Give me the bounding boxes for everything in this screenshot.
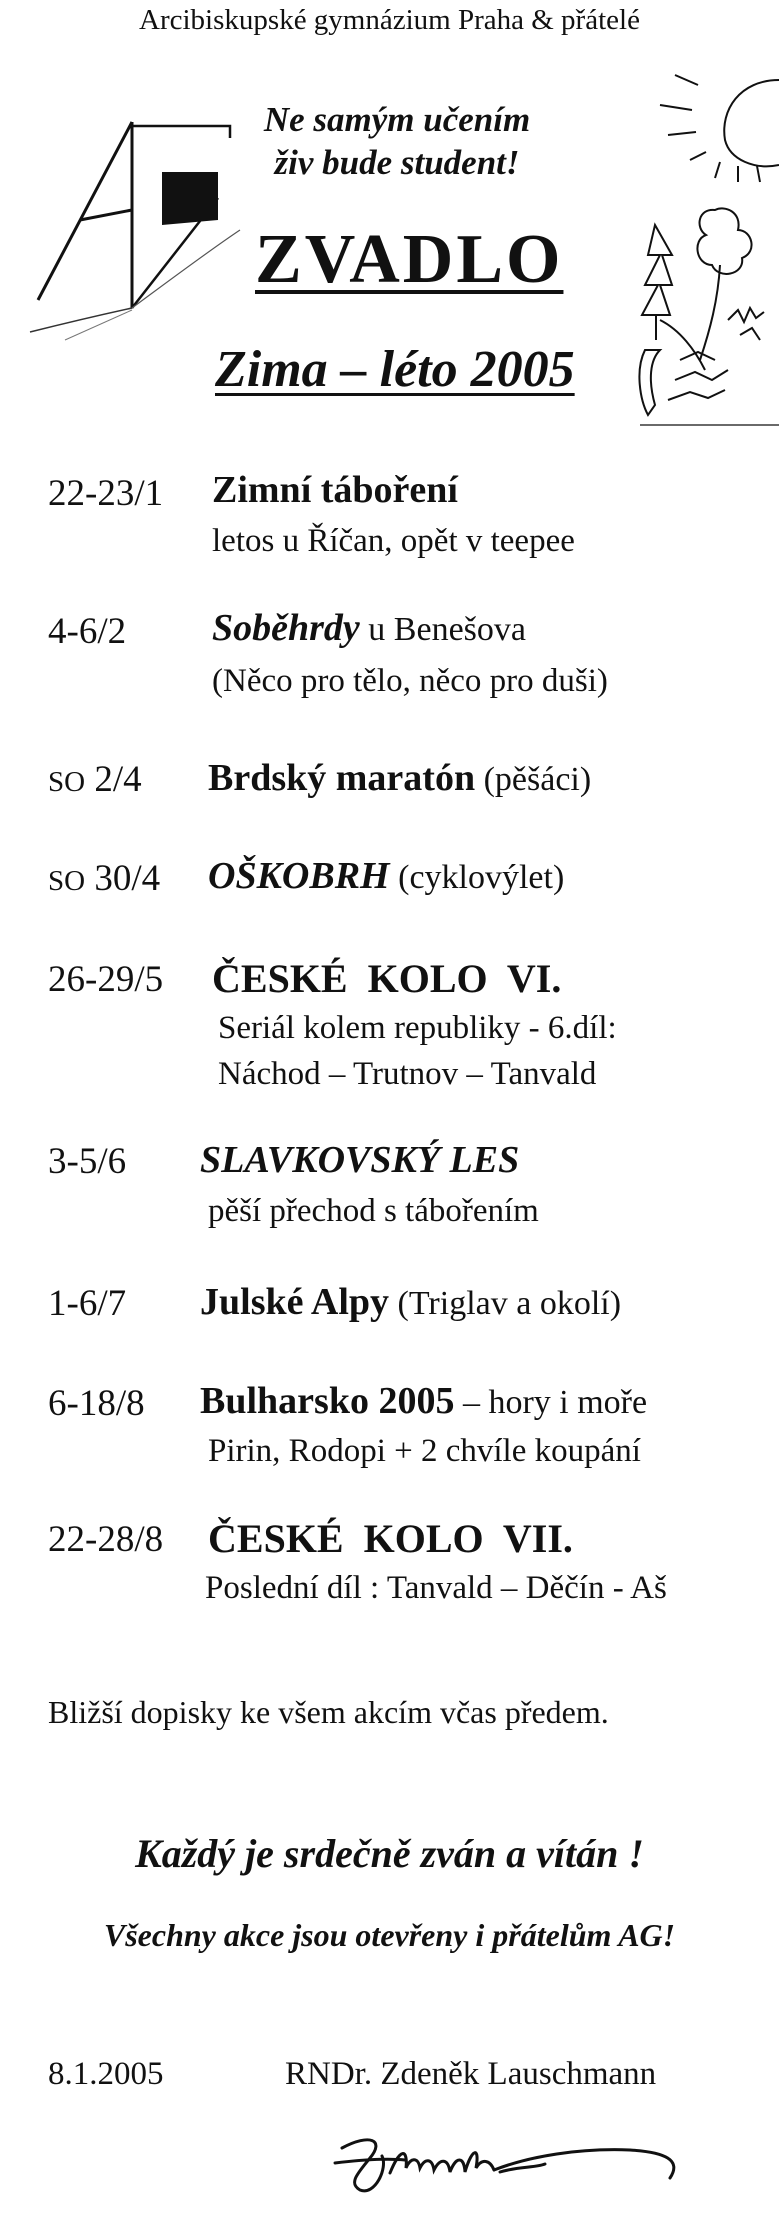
event-name: Julské Alpy — [200, 1281, 390, 1323]
event-extra: – hory i moře — [454, 1384, 648, 1421]
event-name: Brdský maratón — [208, 757, 476, 799]
event-date: 4-6/2 — [48, 611, 127, 652]
event-date: 1-6/7 — [48, 1283, 127, 1324]
event-title — [212, 468, 458, 512]
info-line: Bližší dopisky ke všem akcím včas předem. — [48, 1694, 609, 1730]
sun-icon — [724, 80, 779, 166]
event-extra: u Benešova — [359, 611, 526, 648]
event-title — [208, 756, 591, 800]
page-title: ZVADLO — [255, 221, 564, 298]
event-name: ČESKÉ KOLO VI. — [212, 956, 562, 1001]
event-title — [200, 1280, 621, 1324]
event-name: OŠKOBRH — [208, 855, 390, 897]
hill-icon — [639, 350, 660, 415]
event-name: Bulharsko 2005 — [200, 1380, 455, 1422]
event-name: ČESKÉ KOLO VII. — [208, 1516, 573, 1561]
event-title — [200, 1379, 647, 1423]
event-date — [48, 857, 160, 900]
event-note: Poslední díl : Tanvald – Děčín - Aš — [205, 1570, 667, 1606]
event-title — [208, 854, 564, 898]
bush-icon — [697, 208, 751, 273]
event-extra: (pěšáci) — [475, 761, 592, 798]
organization-name: Arcibiskupské gymnázium Praha & přátelé — [139, 4, 640, 36]
event-extra: (Triglav a okolí) — [389, 1285, 622, 1322]
event-name: SLAVKOVSKÝ LES — [200, 1139, 520, 1181]
event-date: 22-28/8 — [48, 1519, 164, 1560]
event-note: (Něco pro tělo, něco pro duši) — [212, 663, 608, 699]
season-subtitle: Zima – léto 2005 — [215, 341, 575, 398]
issue-date: 8.1.2005 — [48, 2056, 164, 2092]
event-title — [200, 1138, 519, 1182]
motto-line-1: Ne samým učením — [263, 100, 531, 139]
event-title — [212, 955, 561, 1002]
event-date — [48, 758, 142, 801]
event-date: 22-23/1 — [48, 473, 164, 514]
invitation-line: Každý je srdečně zván a vítán ! — [135, 1831, 644, 1876]
event-note: letos u Říčan, opět v teepee — [212, 523, 575, 559]
sun-landscape-illustration — [620, 60, 779, 430]
event-day-prefix: SO — [48, 865, 86, 897]
event-name: Soběhrdy — [212, 607, 360, 649]
event-date: 3-5/6 — [48, 1141, 127, 1182]
ag-logo — [20, 110, 250, 345]
tree-icon — [642, 225, 672, 315]
event-date: 6-18/8 — [48, 1383, 145, 1424]
event-note: Náchod – Trutnov – Tanvald — [218, 1056, 597, 1092]
event-date: 26-29/5 — [48, 959, 164, 1000]
event-extra: (cyklovýlet) — [389, 859, 565, 896]
author-name: RNDr. Zdeněk Lauschmann — [285, 2056, 657, 2092]
event-name: Zimní táboření — [212, 469, 458, 511]
event-title — [208, 1515, 573, 1562]
motto — [232, 98, 562, 184]
open-to-friends-line: Všechny akce jsou otevřeny i přátelům AG! — [103, 1917, 676, 1953]
signature-image — [330, 2128, 700, 2208]
event-day-prefix: SO — [48, 766, 86, 798]
event-note: Seriál kolem republiky - 6.díl: — [218, 1010, 617, 1046]
motto-line-2: živ bude student! — [274, 143, 520, 182]
event-date-value: 30/4 — [94, 858, 161, 899]
event-date-value: 2/4 — [94, 759, 142, 800]
event-note: pěší přechod s tábořením — [208, 1193, 539, 1229]
event-title — [212, 606, 526, 650]
event-note: Pirin, Rodopi + 2 chvíle koupání — [208, 1433, 641, 1469]
